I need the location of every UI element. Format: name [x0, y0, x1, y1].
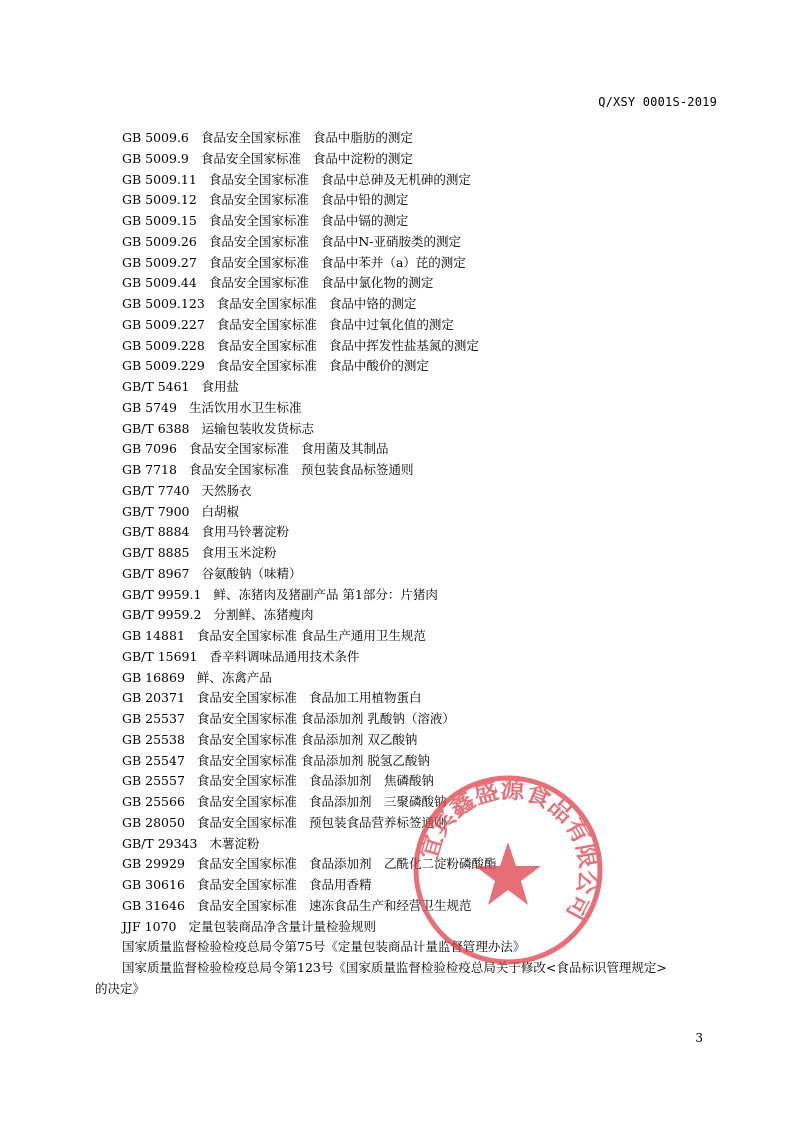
reference-title: 食品安全国家标准 [200, 130, 301, 145]
reference-item [122, 128, 722, 149]
svg-text:宜宾鑫盛源食品有限公司: 宜宾鑫盛源食品有限公司 [413, 774, 604, 926]
reference-title: 食品安全国家标准 [208, 192, 309, 208]
reference-title: 食用马铃薯淀粉 [201, 524, 290, 540]
reference-item [122, 273, 722, 294]
reference-title: 食品安全国家标准 [196, 814, 297, 830]
reference-item [122, 585, 722, 606]
reference-item [122, 170, 722, 191]
reference-subtitle: 食品用香精 [308, 877, 372, 892]
reference-item [122, 211, 722, 232]
document-code: Q/XSY 0001S-2019 [598, 95, 717, 109]
reference-title: 食品安全国家标准 [216, 337, 317, 353]
reference-subtitle: 食品中酸价的测定 [328, 358, 429, 374]
reference-title: 食品安全国家标准 食品添加剂 脱氢乙酸钠 [196, 752, 430, 768]
reference-item [122, 419, 722, 440]
reference-item [122, 377, 722, 398]
reference-subtitle: 食用菌及其制品 [300, 441, 389, 457]
reference-code: GB 5009.123 [122, 296, 205, 311]
reference-code: GB 25537 [122, 711, 185, 726]
reference-item [122, 190, 722, 211]
reference-title: 食品安全国家标准 [196, 690, 297, 706]
reference-subtitle: 食品中过氧化值的测定 [328, 316, 454, 332]
reference-item [122, 356, 722, 377]
reference-code: GB 29929 [122, 856, 185, 872]
reference-code: GB 5009.15 [122, 213, 197, 228]
reference-item [122, 730, 722, 751]
reference-title: 鲜、冻禽产品 [196, 669, 272, 685]
reference-title: 木薯淀粉 [209, 835, 260, 851]
reference-title: 食品安全国家标准 [216, 358, 317, 374]
reference-item [122, 253, 722, 274]
reference-code: GB 30616 [122, 877, 185, 892]
reference-item [122, 605, 722, 626]
reference-code: GB/T 29343 [122, 835, 198, 851]
reference-subtitle: 食品中铅的测定 [320, 192, 409, 208]
reference-code: GB 5009.228 [122, 337, 205, 353]
reference-code: GB/T 8967 [122, 565, 190, 581]
reference-title: 分割鲜、冻猪瘦肉 [213, 607, 314, 623]
reference-code: GB 5009.11 [122, 171, 197, 187]
reference-title: 食品安全国家标准 [196, 773, 297, 789]
decree-continuation: 的决定》 [95, 980, 146, 996]
reference-subtitle: 食品添加剂 焦磷酸钠 [308, 773, 434, 789]
reference-item [122, 502, 722, 523]
decree-line: 国家质量监督检验检疫总局令第75号《定量包装商品计量监督管理办法》 [122, 939, 526, 954]
reference-title: 食品安全国家标准 [208, 233, 309, 249]
reference-title: 食品安全国家标准 [196, 794, 297, 809]
reference-item [122, 481, 722, 502]
reference-title: 香辛料调味品通用技术条件 [209, 648, 360, 664]
reference-subtitle: 食品中铬的测定 [328, 296, 417, 311]
reference-title: 定量包装商品净含量计量检验规则 [188, 918, 376, 934]
reference-item [122, 688, 722, 709]
reference-item [122, 149, 722, 170]
reference-item [122, 294, 722, 315]
reference-code: GB 28050 [122, 814, 185, 830]
reference-item [122, 751, 722, 772]
reference-item [122, 398, 722, 419]
reference-item [122, 626, 722, 647]
page-number: 3 [695, 1031, 703, 1045]
reference-code: GB 25557 [122, 773, 185, 789]
reference-subtitle: 速冻食品生产和经营卫生规范 [308, 897, 472, 913]
reference-code: GB 5009.26 [122, 233, 197, 249]
reference-subtitle: 食品中脂肪的测定 [312, 130, 413, 145]
reference-subtitle: 食品中镉的测定 [320, 213, 409, 228]
reference-code: GB 16869 [122, 669, 185, 685]
reference-code: GB 5009.227 [122, 316, 205, 332]
reference-item [122, 315, 722, 336]
reference-code: GB/T 7740 [122, 482, 190, 498]
reference-code: GB/T 8884 [122, 524, 190, 540]
reference-item [122, 543, 722, 564]
reference-subtitle: 食品中N-亚硝胺类的测定 [320, 233, 462, 249]
reference-code: GB 25538 [122, 731, 185, 747]
reference-subtitle: 食品中总砷及无机砷的测定 [320, 171, 471, 187]
reference-code: GB 5009.12 [122, 192, 197, 208]
reference-code: GB 20371 [122, 690, 185, 706]
reference-code: GB 5749 [122, 399, 177, 415]
reference-title: 生活饮用水卫生标准 [188, 399, 302, 415]
reference-code: JJF 1070 [122, 918, 177, 934]
reference-item [122, 439, 722, 460]
reference-title: 食品安全国家标准 [208, 254, 309, 270]
reference-subtitle: 食品中淀粉的测定 [312, 150, 413, 166]
reference-code: GB/T 8885 [122, 545, 190, 560]
reference-title: 食品安全国家标准 食品添加剂 双乙酸钠 [196, 731, 418, 747]
reference-code: GB/T 9959.1 [122, 586, 202, 602]
reference-item [122, 460, 722, 481]
reference-code: GB/T 15691 [122, 648, 198, 664]
reference-code: GB 5009.9 [122, 150, 189, 166]
reference-code: GB/T 7900 [122, 503, 190, 519]
reference-code: GB 7718 [122, 462, 177, 477]
reference-item [122, 709, 722, 730]
reference-code: GB 5009.6 [122, 130, 189, 145]
reference-title: 食品安全国家标准 [200, 150, 301, 166]
reference-code: GB 14881 [122, 628, 185, 643]
company-seal-stamp [408, 770, 608, 970]
reference-subtitle: 食品加工用植物蛋白 [308, 690, 422, 706]
reference-title: 鲜、冻猪肉及猪副产品 第1部分：片猪肉 [213, 586, 438, 602]
reference-item [122, 647, 722, 668]
reference-title: 食用盐 [201, 379, 240, 394]
reference-subtitle: 食品中苯并（a）芘的测定 [320, 254, 466, 270]
reference-subtitle: 食品中氯化物的测定 [320, 275, 434, 291]
reference-code: GB/T 6388 [122, 420, 190, 436]
reference-title: 食品安全国家标准 [196, 877, 297, 892]
reference-title: 食品安全国家标准 [188, 441, 289, 457]
reference-title: 食品安全国家标准 [196, 856, 297, 872]
reference-subtitle: 预包装食品标签通则 [300, 462, 414, 477]
reference-item [122, 522, 722, 543]
reference-title: 食品安全国家标准 [188, 462, 289, 477]
reference-title: 食品安全国家标准 食品添加剂 乳酸钠（溶液） [196, 711, 455, 726]
reference-subtitle: 食品添加剂 乙酰化二淀粉磷酸酯 [308, 856, 497, 872]
reference-title: 食品安全国家标准 [216, 316, 317, 332]
reference-title: 白胡椒 [201, 503, 240, 519]
reference-title: 食品安全国家标准 食品生产通用卫生规范 [196, 628, 426, 643]
reference-code: GB 7096 [122, 441, 177, 457]
reference-code: GB 5009.44 [122, 275, 197, 291]
reference-title: 谷氨酸钠（味精） [201, 565, 302, 581]
reference-title: 食品安全国家标准 [196, 897, 297, 913]
reference-item [122, 336, 722, 357]
reference-code: GB/T 5461 [122, 379, 190, 394]
decree-line: 国家质量监督检验检疫总局令第123号《国家质量监督检验检疫总局关于修改<食品标识管理规定> [122, 959, 667, 975]
reference-item [122, 564, 722, 585]
reference-code: GB 25547 [122, 752, 185, 768]
reference-code: GB 25566 [122, 794, 185, 809]
reference-code: GB 5009.229 [122, 358, 205, 374]
reference-title: 天然肠衣 [201, 482, 252, 498]
reference-title: 食品安全国家标准 [208, 275, 309, 291]
reference-title: 食用玉米淀粉 [201, 545, 277, 560]
reference-title: 食品安全国家标准 [216, 296, 317, 311]
reference-title: 食品安全国家标准 [208, 213, 309, 228]
reference-code: GB 5009.27 [122, 254, 197, 270]
reference-code: GB/T 9959.2 [122, 607, 202, 623]
reference-subtitle: 食品添加剂 三聚磷酸钠 [308, 794, 447, 809]
reference-subtitle: 食品中挥发性盐基氮的测定 [328, 337, 479, 353]
reference-title: 运输包装收发货标志 [201, 420, 315, 436]
reference-item [122, 668, 722, 689]
reference-item [122, 232, 722, 253]
reference-subtitle: 预包装食品营养标签通则 [308, 814, 447, 830]
reference-code: GB 31646 [122, 897, 185, 913]
reference-title: 食品安全国家标准 [208, 171, 309, 187]
